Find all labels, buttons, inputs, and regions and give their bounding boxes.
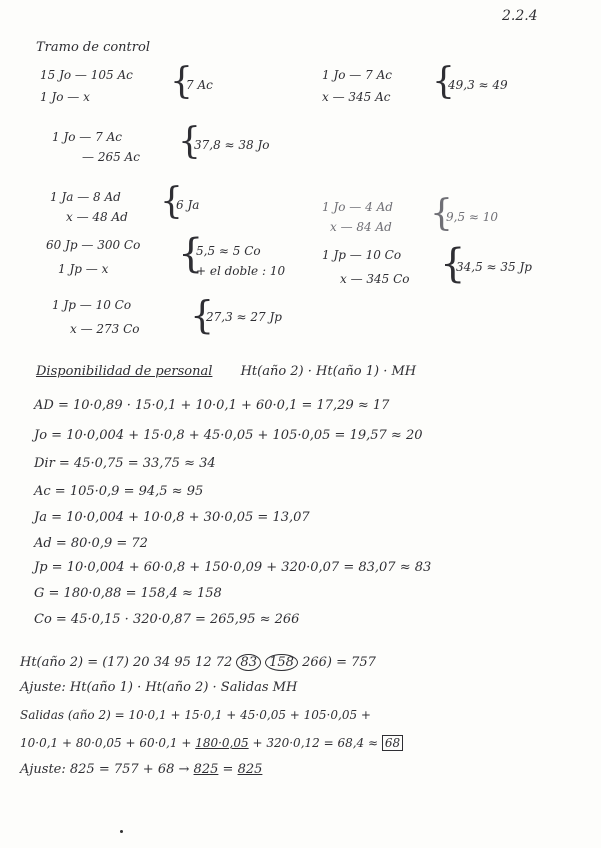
calc-result: 27,3 ≈ 27 Jp — [206, 310, 282, 324]
calc-result: 34,5 ≈ 35 Jp — [456, 260, 532, 274]
calc-line: 15 Jo — 105 Ac — [40, 68, 133, 82]
calc-result: 7 Ac — [186, 78, 213, 92]
brace-mark: { — [440, 241, 466, 287]
page-number: 2.2.4 — [502, 8, 538, 24]
calc-line: 1 Jo — 7 Ac — [322, 68, 392, 82]
brace-mark: { — [430, 193, 453, 234]
equation-line: Ja = 10·0,004 + 10·0,8 + 30·0,05 = 13,07 — [34, 510, 310, 525]
salidas-underlined-term: 180·0,05 — [195, 736, 249, 750]
equation-line: G = 180·0,88 = 158,4 ≈ 158 — [34, 586, 222, 601]
calc-result: 9,5 ≈ 10 — [446, 210, 499, 224]
equation-line: Dir = 45·0,75 = 33,75 ≈ 34 — [34, 456, 216, 471]
salidas-line: Salidas (año 2) = 10·0,1 + 15·0,1 + 45·0,05 + 105·0,05 + — [20, 708, 371, 722]
calc-line: x — 84 Ad — [330, 220, 392, 234]
calc-line: 1 Ja — 8 Ad — [50, 190, 121, 204]
ajuste-final-b: 825 — [237, 762, 263, 777]
ajuste-formula: Ajuste: Ht(año 1) · Ht(año 2) · Salidas MH — [20, 680, 298, 695]
calc-line: x — 345 Ac — [322, 90, 391, 104]
section-title: Disponibilidad de personal — [36, 364, 213, 379]
calc-line: 1 Jp — 10 Co — [52, 298, 132, 312]
circled-value: 83 — [236, 654, 261, 671]
calc-line: 60 Jp — 300 Co — [46, 238, 141, 252]
section-title-row — [36, 364, 416, 379]
calc-result: 49,3 ≈ 49 — [448, 78, 508, 92]
calc-line: — 265 Ac — [82, 150, 140, 164]
ajuste-final-sep: = — [222, 762, 234, 777]
equation-line: Jo = 10·0,004 + 15·0,8 + 45·0,05 + 105·0,05 = 19,57 ≈ 20 — [34, 428, 423, 443]
heading-tramo-de-control: Tramo de control — [36, 40, 150, 55]
equation-line: Jp = 10·0,004 + 60·0,8 + 150·0,09 + 320·0,07 = 83,07 ≈ 83 — [34, 560, 432, 575]
brace-mark: { — [178, 231, 204, 277]
salidas-part: 10·0,1 + 80·0,05 + 60·0,1 + — [20, 736, 192, 750]
ht-line — [20, 654, 376, 671]
stray-dot — [120, 830, 123, 833]
circled-value: 158 — [265, 654, 298, 671]
calc-result-note: + el doble : 10 — [196, 264, 286, 278]
ajuste-final-a: 825 — [193, 762, 219, 777]
section-formula: Ht(año 2) · Ht(año 1) · MH — [240, 364, 417, 379]
calc-line: x — 345 Co — [340, 272, 410, 286]
ht-line-suffix: 266) = 757 — [302, 655, 376, 670]
salidas-part: + 320·0,12 = 68,4 ≈ — [252, 736, 379, 750]
ht-line-prefix: Ht(año 2) = (17) 20 34 95 12 72 — [20, 655, 233, 670]
boxed-result: 68 — [382, 735, 403, 751]
calc-result: 37,8 ≈ 38 Jo — [194, 138, 270, 152]
brace-mark: { — [432, 61, 455, 102]
calc-line: 1 Jo — 4 Ad — [322, 200, 393, 214]
equation-line: Co = 45·0,15 · 320·0,87 = 265,95 ≈ 266 — [34, 612, 300, 627]
salidas-line-2 — [20, 736, 403, 750]
calc-line: x — 48 Ad — [66, 210, 128, 224]
calc-line: 1 Jo — 7 Ac — [52, 130, 122, 144]
ajuste-final-pre: Ajuste: 825 = 757 + 68 → — [20, 762, 190, 777]
ajuste-final — [20, 762, 262, 777]
calc-line: x — 273 Co — [70, 322, 140, 336]
equation-line: Ad = 80·0,9 = 72 — [34, 536, 148, 551]
calc-line: 1 Jo — x — [40, 90, 90, 104]
calc-result: 5,5 ≈ 5 Co — [196, 244, 261, 258]
calc-line: 1 Jp — 10 Co — [322, 248, 402, 262]
brace-mark: { — [160, 181, 183, 222]
brace-mark: { — [190, 293, 215, 337]
equation-line: AD = 10·0,89 · 15·0,1 + 10·0,1 + 60·0,1 = 17,29 ≈ 17 — [34, 398, 390, 413]
equation-line: Ac = 105·0,9 = 94,5 ≈ 95 — [34, 484, 204, 499]
brace-mark: { — [170, 61, 193, 102]
calc-result: 6 Ja — [176, 198, 200, 212]
brace-mark: { — [178, 121, 201, 162]
calc-line: 1 Jp — x — [58, 262, 109, 276]
